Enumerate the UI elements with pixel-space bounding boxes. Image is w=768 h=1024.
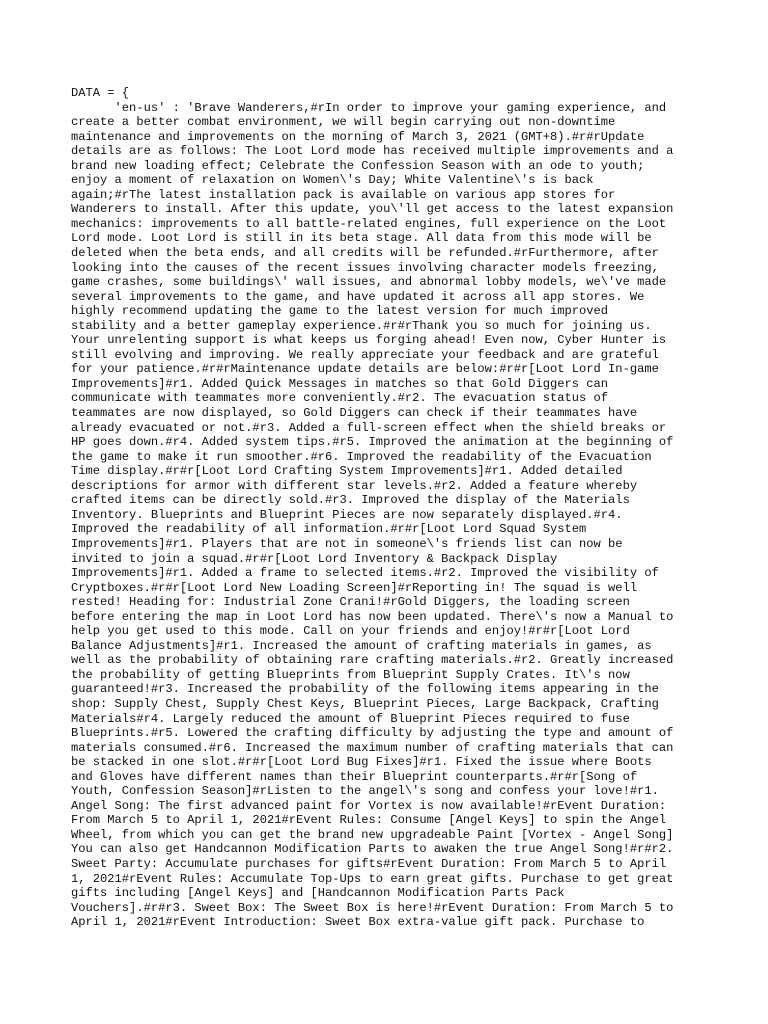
code-line: Vouchers].#r#r3. Sweet Box: The Sweet Box is here!#rEvent Duration: From March 5 to — [71, 900, 674, 915]
code-line: game crashes, some buildings\' wall issues, and abnormal lobby models, we\'ve made — [71, 275, 667, 290]
code-line: Sweet Party: Accumulate purchases for gifts#rEvent Duration: From March 5 to April — [71, 856, 667, 871]
code-line: help you get used to this mode. Call on your friends and enjoy!#r#r[Loot Lord — [71, 624, 630, 639]
code-line: Your unrelenting support is what keeps us forging ahead! Even now, Cyber Hunter is — [71, 333, 667, 348]
code-line: brand new loading effect; Celebrate the Confession Season with an ode to youth; — [71, 158, 645, 173]
code-line: Improvements]#r1. Added Quick Messages in matches so that Gold Diggers can — [71, 376, 609, 391]
code-line: You can also get Handcannon Modification Parts to awaken the true Angel Song!#r#r2. — [71, 842, 674, 857]
code-line: descriptions for armor with different star levels.#r2. Added a feature whereby — [71, 478, 638, 493]
code-line: details are as follows: The Loot Lord mode has received multiple improvements and a — [71, 144, 674, 159]
code-line: DATA = { — [71, 86, 130, 100]
code-line: April 1, 2021#rEvent Introduction: Sweet Box extra-value gift pack. Purchase to — [71, 915, 645, 930]
code-line: Youth, Confession Season]#rListen to the angel\'s song and confess your love!#r1. — [71, 784, 659, 799]
code-line: create a better combat environment, we will begin carrying out non-downtime — [71, 115, 616, 130]
code-line: materials consumed.#r6. Increased the maximum number of crafting materials that can — [71, 740, 674, 755]
code-line: Cryptboxes.#r#r[Loot Lord New Loading Screen]#rReporting in! The squad is well — [71, 580, 638, 595]
code-line: Wheel, from which you can get the brand new upgradeable Paint [Vortex - Angel Song] — [71, 827, 674, 842]
code-line: 1, 2021#rEvent Rules: Accumulate Top-Ups to earn great gifts. Purchase to get great — [71, 871, 674, 886]
code-line: again;#rThe latest installation pack is available on various app stores for — [71, 187, 616, 202]
code-line: Improvements]#r1. Added a frame to selected items.#r2. Improved the visibility of — [71, 566, 659, 581]
code-line: well as the probability of obtaining rare crafting materials.#r2. Greatly increased — [71, 653, 674, 668]
code-line: Improved the readability of all information.#r#r[Loot Lord Squad System — [71, 522, 587, 537]
code-line: maintenance and improvements on the morning of March 3, 2021 (GMT+8).#r#rUpdate — [71, 129, 645, 144]
code-line: teammates are now displayed, so Gold Diggers can check if their teammates have — [71, 406, 638, 421]
code-line: Lord mode. Loot Lord is still in its beta stage. All data from this mode will be — [71, 231, 652, 246]
code-text-block — [71, 86, 699, 930]
code-line: deleted when the beta ends, and all credits will be refunded.#rFurthermore, after — [71, 246, 659, 261]
code-line: From March 5 to April 1, 2021#rEvent Rules: Consume [Angel Keys] to spin the Angel — [71, 813, 667, 828]
code-line: and Gloves have different names than their Blueprint counterparts.#r#r[Song of — [71, 769, 638, 784]
code-line: gifts including [Angel Keys] and [Handcannon Modification Parts Pack — [71, 886, 565, 901]
code-line: stability and a better gameplay experience.#r#rThank you so much for joining us. — [71, 318, 652, 333]
code-line: rested! Heading for: Industrial Zone Crani!#rGold Diggers, the loading screen — [71, 595, 630, 610]
code-line: crafted items can be directly sold.#r3. Improved the display of the Materials — [71, 493, 630, 508]
code-line: guaranteed!#r3. Increased the probability of the following items appearing in the — [71, 682, 659, 697]
code-line: Inventory. Blueprints and Blueprint Pieces are now separately displayed.#r4. — [71, 507, 623, 522]
code-line: Improvements]#r1. Players that are not in someone\'s friends list can now be — [71, 536, 623, 551]
code-line: the game to make it run smoother.#r6. Improved the readability of the Evacuation — [71, 449, 652, 464]
code-line: for your patience.#r#rMaintenance update details are below:#r#r[Loot Lord In-game — [71, 362, 659, 377]
code-line: highly recommend updating the game to the latest version for much improved — [71, 304, 609, 319]
code-line: 'en-us' : 'Brave Wanderers,#rIn order to improve your gaming experience, and — [71, 100, 667, 115]
code-line: looking into the causes of the recent issues involving character models freezing, — [71, 260, 659, 275]
code-line: still evolving and improving. We really appreciate your feedback and are grateful — [71, 347, 659, 362]
code-line: mechanics: improvements to all battle-related engines, full experience on the Loot — [71, 216, 667, 231]
code-line: invited to join a squad.#r#r[Loot Lord Inventory & Backpack Display — [71, 551, 558, 566]
code-line: the probability of getting Blueprints from Blueprint Supply Crates. It\'s now — [71, 667, 630, 682]
code-line: HP goes down.#r4. Added system tips.#r5. Improved the animation at the beginning of — [71, 435, 674, 450]
code-line: communicate with teammates more conveniently.#r2. The evacuation status of — [71, 391, 609, 406]
code-line: already evacuated or not.#r3. Added a full-screen effect when the shield breaks or — [71, 420, 667, 435]
code-line: Balance Adjustments]#r1. Increased the amount of crafting materials in games, as — [71, 638, 652, 653]
code-line: Blueprints.#r5. Lowered the crafting difficulty by adjusting the type and amount of — [71, 726, 674, 741]
code-line: Time display.#r#r[Loot Lord Crafting System Improvements]#r1. Added detailed — [71, 464, 623, 479]
code-line: enjoy a moment of relaxation on Women\'s Day; White Valentine\'s is back — [71, 173, 594, 188]
code-line: shop: Supply Chest, Supply Chest Keys, Blueprint Pieces, Large Backpack, Crafting — [71, 696, 659, 711]
code-line: several improvements to the game, and have updated it across all app stores. We — [71, 289, 645, 304]
code-line: Materials#r4. Largely reduced the amount of Blueprint Pieces required to fuse — [71, 711, 630, 726]
code-line: Wanderers to install. After this update, you\'ll get access to the latest expansion — [71, 202, 674, 217]
code-line: be stacked in one slot.#r#r[Loot Lord Bug Fixes]#r1. Fixed the issue where Boots — [71, 755, 652, 770]
code-line: before entering the map in Loot Lord has now been updated. There\'s now a Manual to — [71, 609, 674, 624]
code-line: Angel Song: The first advanced paint for Vortex is now available!#rEvent Duration: — [71, 798, 667, 813]
